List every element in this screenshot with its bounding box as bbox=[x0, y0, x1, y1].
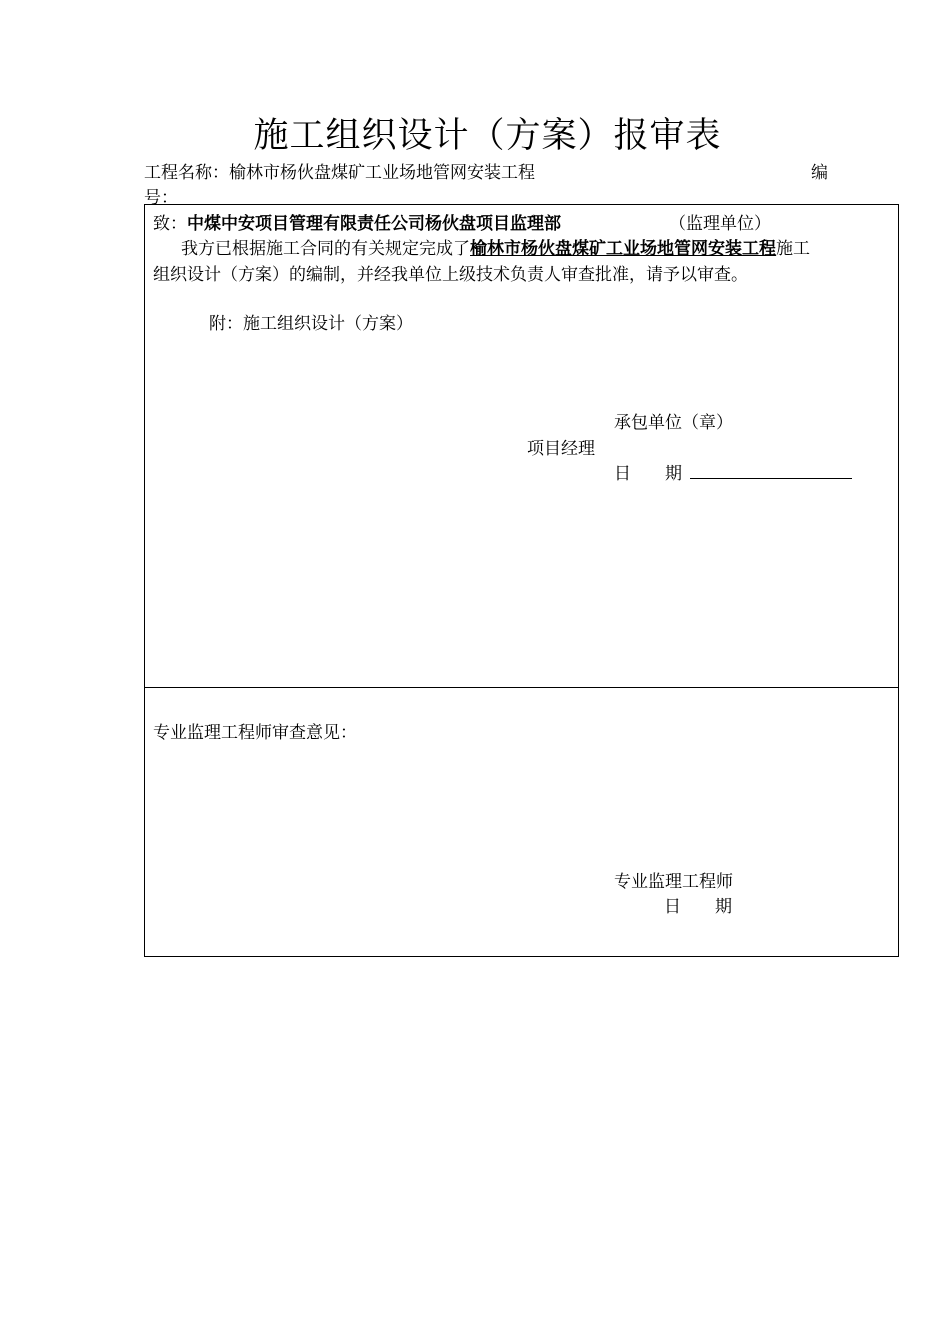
project-name-line bbox=[144, 158, 535, 183]
supervision-org: 中煤中安项目管理有限责任公司杨伙盘项目监理部 bbox=[187, 214, 561, 234]
addressee-line bbox=[153, 209, 561, 234]
page-title: 施工组织设计（方案）报审表 bbox=[253, 116, 722, 156]
attachment-line: 附：施工组织设计（方案） bbox=[209, 314, 413, 334]
project-manager-label: 项目经理 bbox=[527, 439, 595, 459]
to-label: 致： bbox=[153, 214, 187, 234]
statement-line-2: 组织设计（方案）的编制，并经我单位上级技术负责人审查批准，请予以审查。 bbox=[153, 265, 748, 285]
supervision-role: （监理单位） bbox=[669, 214, 771, 234]
supervising-engineer-label: 专业监理工程师 bbox=[614, 872, 733, 892]
statement-part2: 施工 bbox=[776, 239, 810, 259]
contractor-date-underline bbox=[690, 462, 852, 479]
statement-project-name: 榆林市杨伙盘煤矿工业场地管网安装工程 bbox=[470, 239, 776, 259]
project-name: 榆林市杨伙盘煤矿工业场地管网安装工程 bbox=[229, 163, 535, 183]
row-divider bbox=[145, 687, 898, 688]
contractor-date-line bbox=[614, 459, 852, 484]
number-label-part2: 号： bbox=[144, 188, 178, 208]
statement-part1: 我方已根据施工合同的有关规定完成了 bbox=[181, 239, 470, 259]
review-opinion-label: 专业监理工程师审查意见： bbox=[153, 723, 357, 743]
number-label-part1: 编 bbox=[811, 163, 828, 183]
approval-form-table bbox=[144, 204, 899, 957]
statement-line-1 bbox=[181, 234, 810, 259]
contractor-seal-label: 承包单位（章） bbox=[614, 413, 733, 433]
project-label: 工程名称： bbox=[144, 163, 229, 183]
review-date-label: 日 期 bbox=[664, 897, 732, 917]
contractor-date-label: 日 期 bbox=[614, 464, 682, 484]
